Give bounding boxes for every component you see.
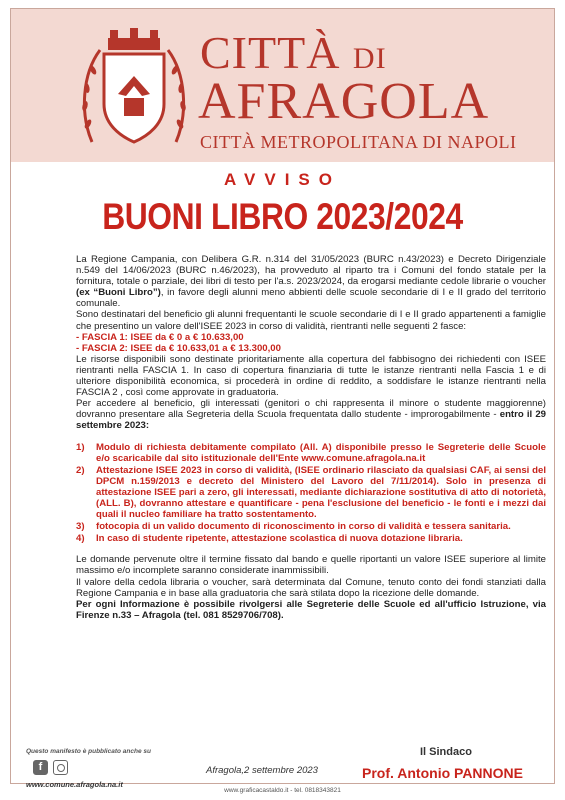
requirements-list: [76, 442, 546, 545]
city-di: DI: [352, 42, 387, 75]
access-text: Per accedere al beneficio, gli interessati (genitori o chi rappresenta il minore o studente maggiorenne) dovranno presentare alla Segreteria della Scuola frequentata dallo studente - improrogabilmente -: [76, 398, 546, 421]
facebook-icon[interactable]: f: [33, 760, 48, 775]
mayor-label: Il Sindaco: [420, 746, 472, 758]
paragraph-resources: Le risorse disponibili sono destinate prioritariamente alla copertura del fabbisogno dei richiedenti con ISEE rientranti nella FASCIA 1. In caso di copertura finanziaria di tutte le istanze rientranti nella Fascia 1 e di ulteriore disponibilità economica, si procederà in ordine di reddito, a soddisfare le istanze rientranti nella FASCIA 2 , così come approvate in graduatoria.: [76, 353, 546, 399]
paragraph-info: Per ogni Informazione è possibile rivolgersi alle Segreterie delle Scuole ed all'ufficio Istruzione, via Firenze n.33 – Afragola (tel. 081 8529706/708).: [76, 598, 546, 621]
mayor-name: Prof. Antonio PANNONE: [362, 765, 523, 781]
list-item: 4) In caso di studente ripetente, attestazione scolastica di nuova dotazione libraria.: [76, 533, 463, 545]
list-item: 3) fotocopia di un valido documento di riconoscimento in corso di validità e tessera sanitaria.: [76, 521, 511, 533]
notice-title: BUONI LIBRO 2023/2024: [102, 196, 463, 237]
city-word: CITTÀ: [200, 27, 341, 78]
avviso-label: AVVISO: [224, 170, 341, 189]
metro-subtitle: CITTÀ METROPOLITANA DI NAPOLI: [200, 132, 517, 152]
notice-body: [76, 254, 546, 621]
intro-text: La Regione Campania, con Delibera G.R. n.314 del 31/05/2023 (BURC n.43/2023) e Decreto Dirigenziale n.549 del 14/06/2023 (BURC n.46/2023), ha provveduto al riparto tra i Comuni del fondo statale per la fornitura, totale o parziale, dei libri di testo per l'a.s. 2023/2024, da erogarsi mediante cedole librarie o voucher: [76, 254, 546, 288]
list-item: 1) Modulo di richiesta debitamente compilato (All. A) disponibile presso le Segreterie delle Scuole e/o scaricabile dal sito istituzionale dell'Ente www.comune.afragola.na.it: [76, 441, 546, 464]
paragraph-inadmissible: Le domande pervenute oltre il termine fissato dal bando e quelle riportanti un valore ISEE superiore al limite massimo e/o incomplete saranno considerate inammissibili.: [76, 554, 546, 577]
access-deadline: entro il 29 settembre 2023:: [76, 409, 546, 432]
list-item: 2) Attestazione ISEE 2023 in corso di validità, (ISEE ordinario rilasciato da qualsiasi CAF, ai sensi del DPCM n.159/2013 e decreto del Ministero del Lavoro del 7/11/2014). Solo in presenza di attestazione ISEE pari a zero, gli interessati, mediante dichiarazione sostitutiva di atto di notorietà, (ALL. B), dovranno attestare e quantificare - pena l'esclusione del beneficio - le fonti e i mezzi dai quali il nucleo familiare ha tratto sostentamento.: [76, 464, 546, 521]
paragraph-intro: [76, 254, 546, 309]
instagram-icon[interactable]: [53, 760, 68, 775]
intro-bold: (ex “Buoni Libro”): [76, 287, 161, 299]
paragraph-recipients: Sono destinatari del beneficio gli alunni frequentanti le scuole secondarie di I e II grado appartenenti a famiglie che presentino un valore dell'ISEE 2023 in corso di validità, rientranti nelle seguenti 2 fasce:: [76, 309, 546, 332]
intro-end: , in favore degli alunni meno abbienti delle scuole secondarie di I e II grado del territorio comunale.: [76, 287, 547, 310]
city-crest-icon: [78, 24, 190, 152]
website-link[interactable]: www.comune.afragola.na.it: [26, 780, 123, 789]
paragraph-value: Il valore della cedola libraria o voucher, sarà determinata dal Comune, tenuto conto dei fondi stanziati dalla Regione Campania e in base alla graduatoria che sarà stilata dopo la ricezione delle domande.: [76, 576, 546, 599]
printer-credit: www.graficacastaldo.it - tel. 0818343821: [224, 787, 341, 794]
publication-note: Questo manifesto è pubblicato anche su: [26, 748, 151, 755]
paragraph-access: [76, 398, 546, 431]
fascia-2: - FASCIA 2: ISEE da € 10.633,01 a € 13.300,00: [76, 342, 281, 354]
city-name: AFRAGOLA: [198, 73, 490, 130]
issue-date: Afragola,2 settembre 2023: [206, 765, 318, 776]
fascia-1: - FASCIA 1: ISEE da € 0 a € 10.633,00: [76, 331, 244, 343]
